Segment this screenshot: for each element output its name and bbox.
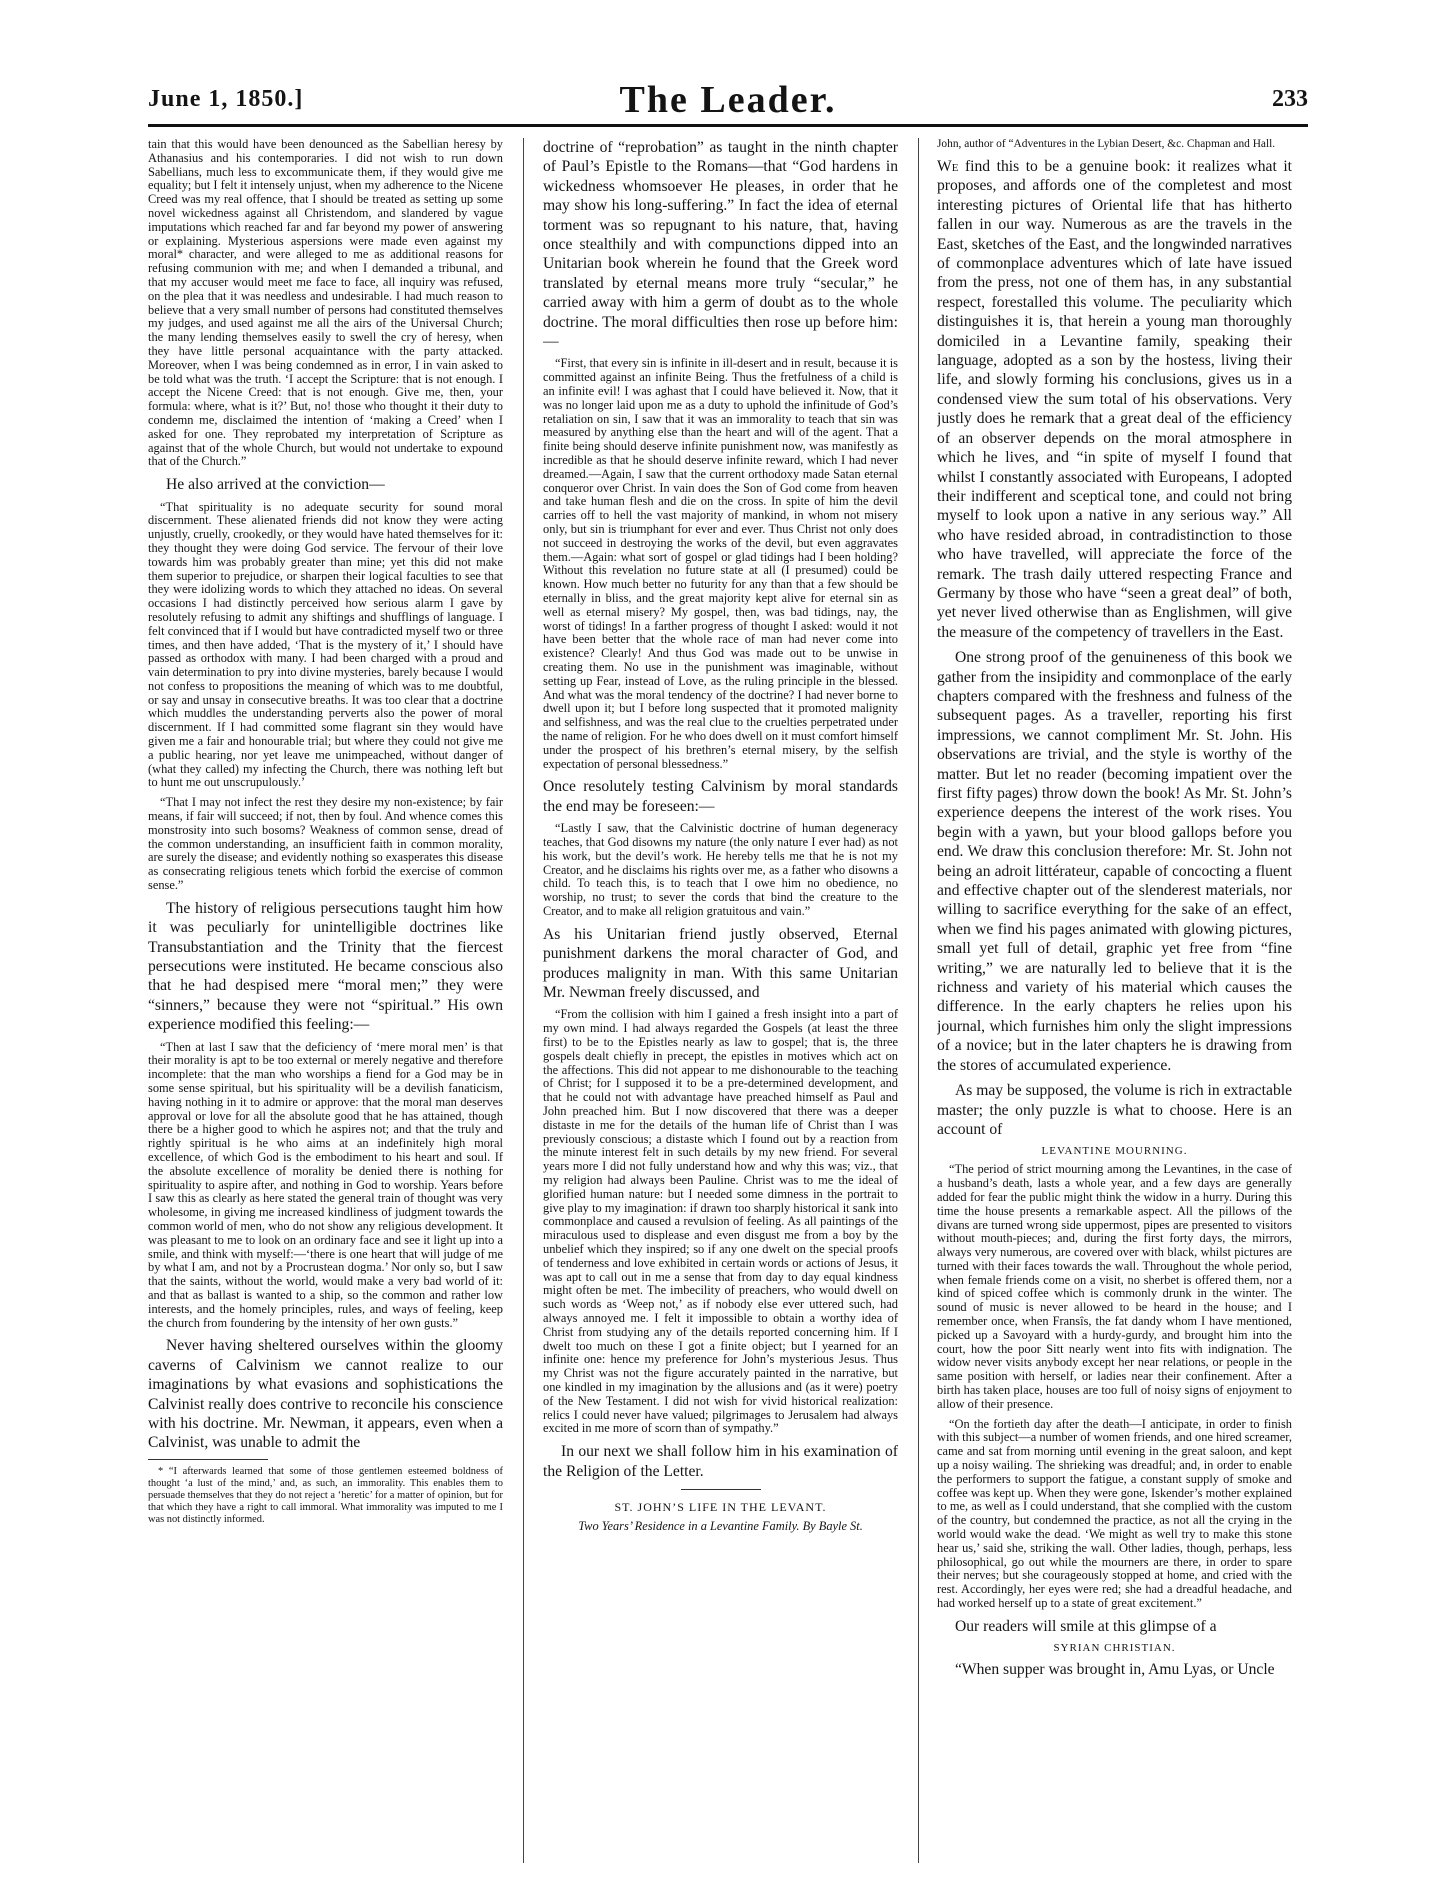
- column-divider: [523, 138, 524, 1863]
- masthead: [148, 70, 1308, 120]
- body-paragraph: As his Unitarian friend justly observed, Eternal punishment darkens the moral character of God, and produces malignity in man. With this same Unitarian Mr. Newman freely discussed, and: [543, 925, 898, 1001]
- review-title: ST. JOHN’S LIFE IN THE LEVANT.: [614, 1499, 827, 1514]
- body-paragraph: As may be supposed, the volume is rich in extractable master; the only puzzle is what to choose. Here is an account of: [937, 1082, 1292, 1138]
- column-1: [148, 138, 503, 1863]
- quote-paragraph: “First, that every sin is infinite in ill-desert and in result, because it is committed against an infinite Being. Thus the fretfulness of a child is an infinite evil! I was aghast that I could have believed it. Now, that it was no longer laid upon me as a duty to uphold the infinitude of God’s retaliation on sin, I saw that it was an immorality to teach that sin was measured by anything else than the heart and will of the agent. That a finite being should deserve infinite punishment now, was manifestly as incredible as that he should deserve infinite reward, which I had never dreamed.—Again, I saw that the current orthodoxy made Satan eternal conqueror over Christ. In vain does the Son of God come from heaven and take human flesh and die on the cross. In spite of him the devil carries off to hell the vast majority of mankind, in whom not misery only, but sin is triumphant for ever and ever. Thus Christ not only does not succeed in destroying the works of the devil, but even aggravates them.—Again: what sort of gospel or glad tidings had I been holding? Without this revelation no future state at all (I presumed) could be known. How much better no futurity for any than that a few should be eternally in bliss, and the great majority kept alive for eternal sin as well as eternal misery? My gospel, then, was bad tidings, nay, the worst of tidings! In a farther progress of thought I asked: would it not have been better that the whole race of man had never come into existence? Clearly! And thus God was made out to be unwise in creating them. No use in the punishment was imaginable, without setting up Fear, instead of Love, as the ruling principle in the blessed. And what was the moral tendency of the doctrine? I had never borne to dwell upon it; but I before long suspected that it promoted malignity and selfishness, and was the real clue to the cruelties perpetrated under the name of religion. For he who does dwell on it must comfort himself under the prospect of his brethren’s eternal misery, by the selfish expectation of personal blessedness.”: [543, 356, 898, 771]
- review-byline: Two Years’ Residence in a Levantine Family. By Bayle St.: [578, 1518, 863, 1533]
- quote-paragraph: “Then at last I saw that the deficiency of ‘mere moral men’ is that their morality is apt to be too external or merely negative and therefore incomplete: that the man who worships a fiend for a God may be in some sense spiritual, but his spirituality will be a devilish fanaticism, having nothing in it to admire or approve: that the moral man deserves approval or love for all the absolute good that he has attained, though there be a higher good to which he aspires not; and that the truly and rightly spiritual is he who aims at an indefinitely high moral excellence, of which God is the embodiment to his heart and soul. If the absolute excellence of morality be denied there is nothing for spirituality to aspire after, and nothing in God to worship. Years before I saw this as clearly as here stated the general train of thought was very wholesome, in giving me increased kindliness of judgment towards the common world of men, who do not show any religious development. It was pleasant to me to look on an ordinary face and see it light up into a smile, and think with myself:—‘there is one heart that will judge of me by what I am, and not by a Procrustean dogma.’ Nor only so, but I saw that the saints, without the world, would make a very bad world of it: and that as ballast is wanted to a ship, so the common and rather low interests, and the homely principles, rules, and ways of feeling, keep the church from foundering by the intensity of her own gusts.”: [148, 1039, 503, 1330]
- quote-paragraph: “That I may not infect the rest they desire my non-existence; by fair means, if fair will succeed; if not, then by foul. And whence comes this monstrosity into such bosoms? Weakness of common sense, dread of the common understanding, an insufficient faith in common morality, are surely the disease; and evidently nothing so exasperates this disease as consecrating religious tenets which forbid the exercise of common sense.”: [148, 795, 503, 893]
- body-paragraph: The history of religious persecutions taught him how it was peculiarly for unintelligible doctrines like Transubstantiation and the Trinity that the fiercest persecutions were instituted. He became conscious also that he had despised mere “moral men;” they were “sinners,” because they were not “spiritual.” His own experience modified this feeling:—: [148, 899, 503, 1034]
- column-2: [543, 138, 898, 1863]
- body-paragraph: Once resolutely testing Calvinism by moral standards the end may be foreseen:—: [543, 778, 898, 815]
- opening-text: find this to be a genuine book: it realizes what it proposes, and affords one of the completest and most interesting pictures of Oriental life that has hitherto fallen in our way. Numerous as are the travels in the East, sketches of the East, and the longwinded narratives of commonplace adventures which of late have issued from the press, not one of them has, in any substantial respect, forestalled this volume. The peculiarity which distinguishes it is, that herein a young man thoroughly domiciled in a Levantine family, speaking their language, adopted as a son by the hostess, living their life, and slowly forming his conclusions, gives us in a condensed view the sum total of his observations. Very justly does he remark that a great deal of the efficiency of an observer depends on the moral atmosphere in which he lives, and “in spite of myself I found that whilst I constantly associated with Europeans, I adopted their indifferent and sceptical tone, and could not bring myself to look upon a native in any serious way.” All who have resided abroad, in contradistinction to those who have travelled, will appreciate the force of the remark. The trash daily uttered respecting France and Germany by those who have “seen a great deal” of both, yet never lived otherwise than as Englishmen, will give the measure of the competency of travellers in the East.: [937, 158, 1292, 641]
- newspaper-title: The Leader.: [619, 79, 837, 121]
- body-paragraph: Our readers will smile at this glimpse of a: [955, 1617, 1217, 1635]
- body-paragraph: doctrine of “reprobation” as taught in the ninth chapter of Paul’s Epistle to the Romans—that “God hardens in wickedness whomsoever He pleases, in order that he may show his long-suffering.” In fact the idea of eternal torment was so repugnant to his nature, that, having once stealthily and with compunctions dipped into an Unitarian book wherein he found that the Greek word translated by eternal means more truly “secular,” he carried away with him a germ of doubt as to the whole doctrine. The moral difficulties then rose up before him:—: [543, 139, 898, 351]
- column-3: [937, 138, 1292, 1863]
- quote-paragraph: tain that this would have been denounced as the Sabellian heresy by Athanasius and his contemporaries. I did not wish to run down Sabellians, much less to excommunicate them, if they would give me equality; but I felt it intensely unjust, when my adherence to the Nicene Creed was my real offence, that I should be treated as setting up some novel wickedness against all Christendom, and slandered by vague imputations which reached far and far beyond my power of answering or explaining. Mysterious aspersions were made even against my moral* character, and were alleged to me as additional reasons for refusing communion with me; and when I demanded a tribunal, and that my accuser would meet me face to face, all inquiry was refused, on the plea that it was needless and undesirable. I had much reason to believe that a very small number of persons had constituted themselves my judges, and used against me all the airs of the Universal Church; the many lending themselves easily to swell the cry of heresy, when they have little personal acquaintance with the party attacked. Moreover, when I was being condemned as in error, I in vain asked to be told what was the truth. ‘I accept the Scripture: that is not enough. I accept the Nicene Creed: that is not enough. Give me, then, your formula: where, what is it?’ But, no! those who thought it their duty to condemn me, disclaimed the intention of ‘making a Creed’ when I asked for one. They reprobated my interpretation of Scripture as against that of the whole Church, but would not undertake to expound that of the Church.”: [148, 138, 503, 469]
- review-opening-paragraph: [937, 157, 1292, 642]
- body-paragraph: He also arrived at the conviction—: [166, 476, 385, 494]
- quote-paragraph: “From the collision with him I gained a fresh insight into a part of my own mind. I had always regarded the Gospels (at least the three first) to be to the Epistles nearly as law to gospel; that is, the three gospels dealt chiefly in precept, the epistles in motives which act on the affections. This did not appear to me dishonourable to the teaching of Christ; for I supposed it to be a pre-determined development, and that he could not with advantage have preached himself as Paul and John preached him. But I now discovered that there was a deeper distaste in me for the details of the human life of Christ than I was previously conscious; a distaste which I found out by a reaction from the minute interest felt in such details by my new friend. For several years more I did not fully understand how and why this was; viz., that my religion had always been Pauline. Christ was to me the ideal of glorified human nature: but I needed some dimness in the portrait to give play to my imagination: if drawn too sharply historical it sank into commonplace and caused a revulsion of feeling. As all paintings of the miraculous used to displease and even disgust me from a boy by the unbelief which they inspired; so if any one dwelt on the special proofs of tenderness and love exhibited in certain words or actions of Jesus, it was apt to call out in me a sense that from day to day equal kindness might often be met. The imbecility of preachers, who would dwell on such words as ‘Weep not,’ as if nobody else ever uttered such, had always annoyed me. I felt it impossible to obtain a worthy idea of Christ from studying any of the details reported concerning him. If I dwelt too much on these I got a finite object; but I yearned for an infinite one: hence my preference for John’s mysterious Jesus. Thus my Christ was not the figure accurately painted in the narrative, but one kindled in my imagination by the allusions and (as it were) poetry of the New Testament. I did not wish for vivid historical realization: relics I could never have valued; pilgrimages to Jerusalem had always excited in me more of scorn than of sympathy.”: [543, 1007, 898, 1436]
- extract-heading: LEVANTINE MOURNING.: [1041, 1145, 1188, 1158]
- quote-paragraph: “The period of strict mourning among the Levantines, in the case of a husband’s death, lasts a whole year, and a few days are generally added for fear the public might think the widow in a hurry. During this time the house presents a remarkable aspect. All the pillows of the divans are turned wrong side uppermost, pipes are presented to visitors without mouth-pieces; and, during the first forty days, the mirrors, always very numerous, are covered over with black, whilst pictures are turned with their faces towards the wall. Throughout the whole period, when female friends come on a visit, no sherbet is offered them, nor a kind of spiced coffee which is commonly drunk in the winter. The sound of music is never allowed to be heard in the house; and I remember once, when Fransîs, the fat dandy whom I have mentioned, picked up a Savoyard with a hurdy-gurdy, and brought him into the court, how the poor Sitt nearly went into fits with indignation. The widow never visits anybody except her near relations, or people in the same position with herself, or ladies near their confinement. After a birth has taken place, houses are too full of noisy signs of enjoyment to allow of their presence.: [937, 1162, 1292, 1411]
- body-paragraph: “When supper was brought in, Amu Lyas, or Uncle: [955, 1661, 1275, 1679]
- column-divider: [918, 138, 919, 1863]
- review-publisher: John, author of “Adventures in the Lybian Desert, &c. Chapman and Hall.: [937, 138, 1276, 150]
- section-rule: [681, 1489, 761, 1490]
- page-number: 233: [1272, 86, 1308, 112]
- quote-paragraph: “On the fortieth day after the death—I anticipate, in order to finish with this subject—a number of women friends, and one hired screamer, came and sat from morning until evening in the great saloon, and kept up a noisy wailing. The shrieking was dreadful; and, in order to enable the performers to support the fatigue, a constant supply of smoke and coffee was kept up. When they were gone, Iskender’s mother explained to me, as well as I could understand, that she complied with the custom of the country, but condemned the practice, as not all the crying in the world would wake the dead. ‘We might as well try to make this stone hear us,’ said she, striking the wall. Other ladies, though, perhaps, less philosophical, go out while the mourners are there, in order to spare their nerves; but she courageously stopped at home, and cried with the rest. Accordingly, her eyes were red; she had a dreadful headache, and had worked herself up to a state of great excitement.”: [937, 1416, 1292, 1611]
- footnote: * “I afterwards learned that some of those gentlemen esteemed boldness of thought ‘a lust of the mind,’ and, as such, an immorality. This enables them to persuade themselves that they do not reject a ‘heretic’ for a matter of opinion, but for that which they have a right to call immoral. What immorality was imputed to me I was not distinctly informed.: [148, 1465, 503, 1525]
- body-paragraph: Never having sheltered ourselves within the gloomy caverns of Calvinism we cannot realize to our imaginations by what evasions and sophistications the Calvinist really does contrive to reconcile his conscience with his doctrine. Mr. Newman, it appears, even when a Calvinist, was unable to admit the: [148, 1337, 503, 1452]
- extract-heading: SYRIAN CHRISTIAN.: [1053, 1642, 1176, 1655]
- body-paragraph: In our next we shall follow him in his examination of the Religion of the Letter.: [543, 1443, 898, 1480]
- quote-paragraph: “Lastly I saw, that the Calvinistic doctrine of human degeneracy teaches, that God disowns my nature (the only nature I ever had) as not his work, but the devil’s work. He hereby tells me that he is not my Creator, and he disclaims his rights over me, as a father who disowns a child. To teach this, is to teach that I owe him no obedience, no worship, no trust; to sever the cords that bind the creature to the Creator, and to make all religion gratuitous and vain.”: [543, 821, 898, 918]
- opening-word: We: [937, 158, 959, 175]
- footnote-rule: [148, 1459, 268, 1460]
- body-paragraph: One strong proof of the genuineness of this book we gather from the insipidity and commonplace of the early chapters compared with the freshness and fulness of the subsequent pages. As a traveller, reporting his first impressions, we cannot compliment Mr. St. John. His observations are trivial, and the style is worthy of the matter. But let no reader (becoming impatient over the first fifty pages) throw down the book! As Mr. St. John’s experience deepens the interest of the work rises. You begin with a yawn, but your blood gallops before you end. We draw this conclusion therefore: Mr. St. John not being an adroit littérateur, capable of concocting a fluent and effective chapter out of the slenderest materials, nor willing to sacrifice everything for the sake of an effect, when we find his pages animated with glowing pictures, small yet full of detail, graphic yet free from “fine writing,” we are naturally led to believe that it is the richness and variety of his material which causes the difference. In the early chapters he relies upon his journal, which furnishes him only the slight impressions of a novice; but in the later chapters he is drawing from the stores of accumulated experience.: [937, 649, 1292, 1074]
- quote-paragraph: “That spirituality is no adequate security for sound moral discernment. These alienated friends did not know they were acting unjustly, cruelly, crookedly, or they would have hated themselves for it: they thought they were doing God service. The fervour of their love towards him was probably greater than mine; yet this did not make them superior to prejudice, or sharpen their logical faculties to see that they were idolizing words to which they attached no ideas. On several occasions I had distinctly perceived how serious alarm I gave by resolutely refusing to admit any shiftings and shufflings of language. I felt convinced that if I would but have contradicted myself two or three times, and then have added, ‘That is the mystery of it,’ I should have passed as orthodox with many. I had been charged with a proud and vain determination to pry into divine mysteries, barely because I would not confess to propositions the meaning of which was to me doubtful, or say and unsay in consecutive breaths. It was too clear that a doctrine which muddles the understanding perverts also the power of moral discernment. If I had committed some flagrant sin they would have given me a fair and honourable trial; but where they could not give me a public hearing, nor yet leave me unimpeached, without danger of (what they called) my infecting the Church, there was nothing left but to hunt me out unscrupulously.’: [148, 499, 503, 790]
- masthead-rule: [148, 124, 1308, 127]
- issue-date: June 1, 1850.]: [148, 86, 304, 112]
